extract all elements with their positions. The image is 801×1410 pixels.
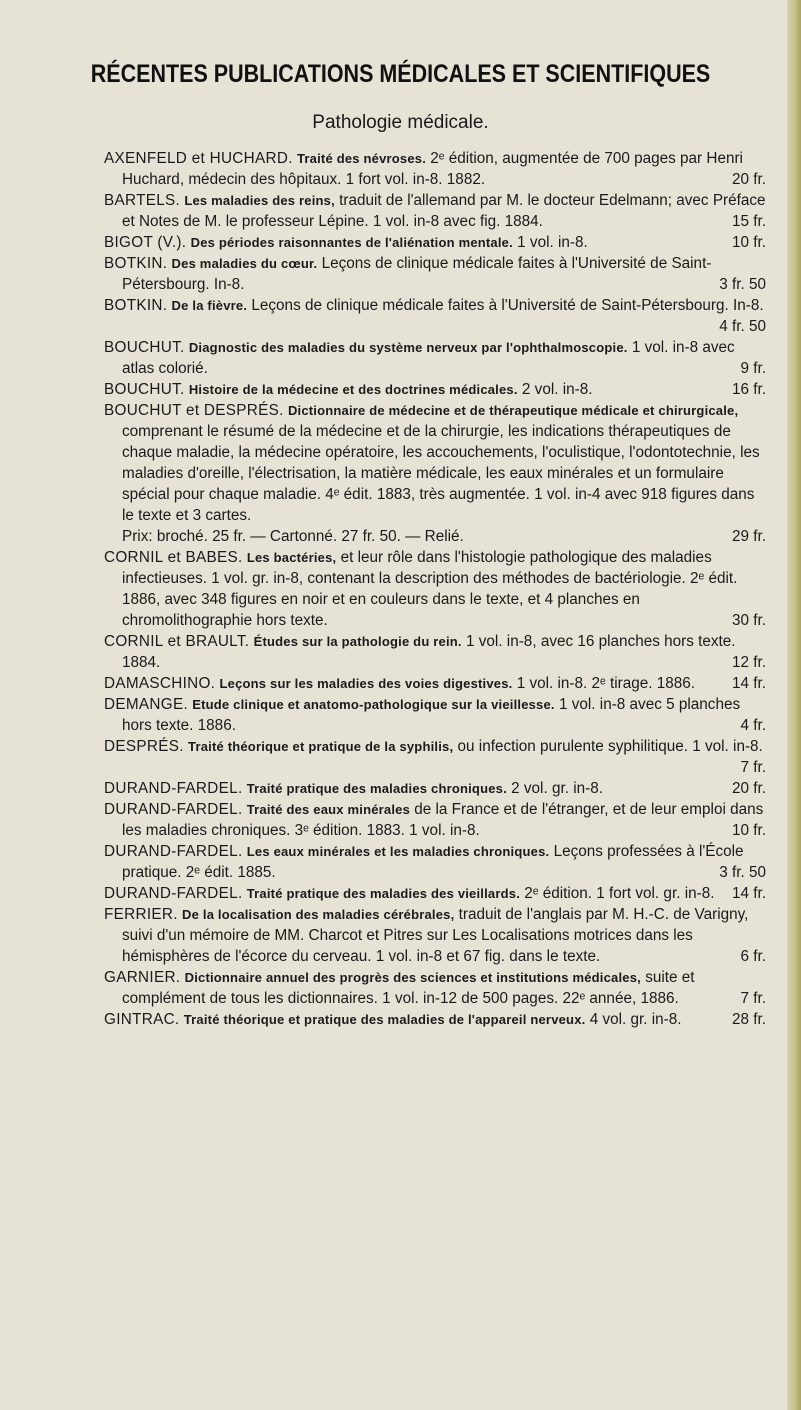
entry-title: De la localisation des maladies cérébrales,	[182, 907, 455, 922]
entry-price: 28 fr.	[731, 1011, 766, 1028]
entry-author: BARTELS.	[104, 192, 181, 209]
entry-details: 1 vol. in-8.	[517, 234, 588, 251]
entry-details: 2ᵉ édition. 1 fort vol. gr. in-8.	[524, 885, 715, 902]
entry-author: GARNIER.	[104, 969, 181, 986]
entry-price: 7 fr.	[740, 759, 766, 776]
entry-price: 20 fr.	[731, 780, 766, 797]
entry-title: Des maladies du cœur.	[171, 256, 318, 271]
entry-author: CORNIL et BABES.	[104, 549, 243, 566]
entry-author: BOTKIN.	[104, 255, 168, 272]
entry-details: Prix: broché. 25 fr. — Cartonné. 27 fr. 50. — Relié.	[122, 528, 464, 545]
entry-author: CORNIL et BRAULT.	[104, 633, 250, 650]
entry-details: 4 vol. gr. in-8.	[589, 1011, 682, 1028]
entry-title: De la fièvre.	[171, 298, 248, 313]
entry-price: 9 fr.	[740, 360, 766, 377]
entry-author: FERRIER.	[104, 906, 178, 923]
entry-details: Leçons professées à l'École pratique. 2ᵉ édit. 1885.	[122, 843, 744, 881]
entry-title: Traité des névroses.	[297, 151, 427, 166]
page-edge	[787, 0, 801, 1410]
entry-author: DESPRÉS.	[104, 738, 184, 755]
entry-title: Diagnostic des maladies du système nerveux par l'ophthalmoscopie.	[188, 340, 628, 355]
list-item	[104, 883, 766, 904]
entry-details: de la France et de l'étranger, et de leur emploi dans les maladies chroniques. 3ᵉ édition. 1883. 1 vol. in-8.	[122, 801, 764, 839]
entry-price: 14 fr.	[731, 885, 766, 902]
entry-price: 10 fr.	[731, 822, 766, 839]
page-header: RÉCENTES PUBLICATIONS MÉDICALES ET SCIENTIFIQUES	[90, 60, 711, 88]
list-item	[122, 526, 766, 547]
entry-title: Études sur la pathologie du rein.	[253, 634, 462, 649]
list-item	[104, 631, 766, 673]
entry-title: Etude clinique et anatomo-pathologique sur la vieillesse.	[192, 697, 555, 712]
list-item	[104, 799, 766, 841]
entry-price: 30 fr.	[731, 612, 766, 629]
list-item	[104, 400, 766, 526]
entry-price: 12 fr.	[731, 654, 766, 671]
entry-author: DAMASCHINO.	[104, 675, 216, 692]
entry-price: 20 fr.	[731, 171, 766, 188]
entry-author: DURAND-FARDEL.	[104, 801, 243, 818]
entry-price: 4 fr. 50	[719, 318, 766, 335]
entry-details: 2ᵉ édition, augmentée de 700 pages par Henri Huchard, médecin des hôpitaux. 1 fort vol. in-8. 1882.	[122, 150, 743, 188]
entry-title: Dictionnaire annuel des progrès des sciences et institutions médicales,	[184, 970, 641, 985]
entry-title: Les eaux minérales et les maladies chroniques.	[246, 844, 550, 859]
entry-author: DURAND-FARDEL.	[104, 780, 243, 797]
entry-title: Les maladies des reins,	[184, 193, 335, 208]
list-item	[104, 673, 766, 694]
list-item	[104, 295, 766, 337]
entry-author: DEMANGE.	[104, 696, 188, 713]
list-item	[104, 190, 766, 232]
entry-details: suite et complément de tous les dictionnaires. 1 vol. in-12 de 500 pages. 22ᵉ année, 1886.	[122, 969, 695, 1007]
list-item	[104, 547, 766, 631]
entry-details: comprenant le résumé de la médecine et de la chirurgie, les indications thérapeutiques de chaque maladie, la médecine opératoire, les accouchements, l'oculistique, l'odontotechnie, les maladies d'oreille, l'électrisation, la matière médicale, les eaux minérales et un formulaire spécial pour chaque maladie. 4ᵉ édit. 1883, très augmentée. 1 vol. in-4 avec 918 figures dans le texte et 3 cartes.	[122, 423, 760, 524]
entry-price: 6 fr.	[740, 948, 766, 965]
entry-list	[104, 148, 766, 1030]
entry-author: BOUCHUT.	[104, 339, 185, 356]
entry-price: 15 fr.	[731, 213, 766, 230]
entry-title: Dictionnaire de médecine et de thérapeutique médicale et chirurgicale,	[287, 403, 739, 418]
list-item	[104, 1009, 766, 1030]
entry-details: Leçons de clinique médicale faites à l'Université de Saint-Pétersbourg. In-8.	[122, 255, 712, 293]
entry-title: Traité pratique des maladies chroniques.	[246, 781, 507, 796]
entry-title: Traité théorique et pratique de la syphilis,	[188, 739, 454, 754]
entry-details: 1 vol. in-8 avec atlas colorié.	[122, 339, 735, 377]
entry-details: 2 vol. in-8.	[521, 381, 593, 398]
entry-author: DURAND-FARDEL.	[104, 885, 243, 902]
entry-author: BIGOT (V.).	[104, 234, 187, 251]
list-item	[104, 232, 766, 253]
entry-price: 29 fr.	[731, 528, 766, 545]
entry-price: 4 fr.	[740, 717, 766, 734]
entry-details: 1 vol. in-8, avec 16 planches hors texte. 1884.	[122, 633, 736, 671]
list-item	[104, 253, 766, 295]
list-item	[104, 694, 766, 736]
section-title: Pathologie médicale.	[312, 112, 489, 133]
entry-details: traduit de l'allemand par M. le docteur Edelmann; avec Préface et Notes de M. le professeur Lépine. 1 vol. in-8 avec fig. 1884.	[122, 192, 766, 230]
entry-author: AXENFELD et HUCHARD.	[104, 150, 293, 167]
entry-details: 1 vol. in-8. 2ᵉ tirage. 1886.	[516, 675, 696, 692]
list-item	[104, 148, 766, 190]
entry-details: ou infection purulente syphilitique. 1 vol. in-8.	[457, 738, 763, 755]
entry-author: DURAND-FARDEL.	[104, 843, 243, 860]
list-item	[104, 337, 766, 379]
entry-author: GINTRAC.	[104, 1011, 180, 1028]
entry-title: Leçons sur les maladies des voies digestives.	[219, 676, 513, 691]
entry-details: Leçons de clinique médicale faites à l'Université de Saint-Pétersbourg. In-8.	[251, 297, 764, 314]
entry-price: 16 fr.	[731, 381, 766, 398]
entry-details: traduit de l'anglais par M. H.-C. de Varigny, suivi d'un mémoire de MM. Charcot et Pitres sur Les Localisations motrices dans les hémisphères de l'écorce du cerveau. 1 vol. in-8 et 67 fig. dans le texte.	[122, 906, 749, 965]
entry-price: 3 fr. 50	[719, 276, 766, 293]
entry-title: Les bactéries,	[246, 550, 337, 565]
entry-author: BOTKIN.	[104, 297, 168, 314]
entry-price: 7 fr.	[740, 990, 766, 1007]
list-item	[104, 736, 766, 778]
entry-title: Traité théorique et pratique des maladies de l'appareil nerveux.	[183, 1012, 586, 1027]
list-item	[104, 379, 766, 400]
entry-price: 14 fr.	[731, 675, 766, 692]
entry-price: 10 fr.	[731, 234, 766, 251]
entry-author: BOUCHUT.	[104, 381, 185, 398]
list-item	[104, 841, 766, 883]
list-item	[104, 778, 766, 799]
list-item	[104, 967, 766, 1009]
list-item	[104, 904, 766, 967]
entry-title: Traité pratique des maladies des vieillards.	[246, 886, 520, 901]
entry-details: 1 vol. in-8 avec 5 planches hors texte. 1886.	[122, 696, 741, 734]
entry-title: Histoire de la médecine et des doctrines médicales.	[188, 382, 518, 397]
entry-details: et leur rôle dans l'histologie pathologique des maladies infectieuses. 1 vol. gr. in-8, contenant la description des méthodes de bactériologie. 2ᵉ édit. 1886, avec 348 figures en noir et en couleurs dans le texte, et 4 planches en chromolithographie hors texte.	[122, 549, 738, 629]
entry-title: Traité des eaux minérales	[246, 802, 411, 817]
entry-title: Des périodes raisonnantes de l'aliénation mentale.	[190, 235, 513, 250]
entry-price: 3 fr. 50	[719, 864, 766, 881]
entry-author: BOUCHUT et DESPRÉS.	[104, 402, 284, 419]
entry-details: 2 vol. gr. in-8.	[511, 780, 603, 797]
